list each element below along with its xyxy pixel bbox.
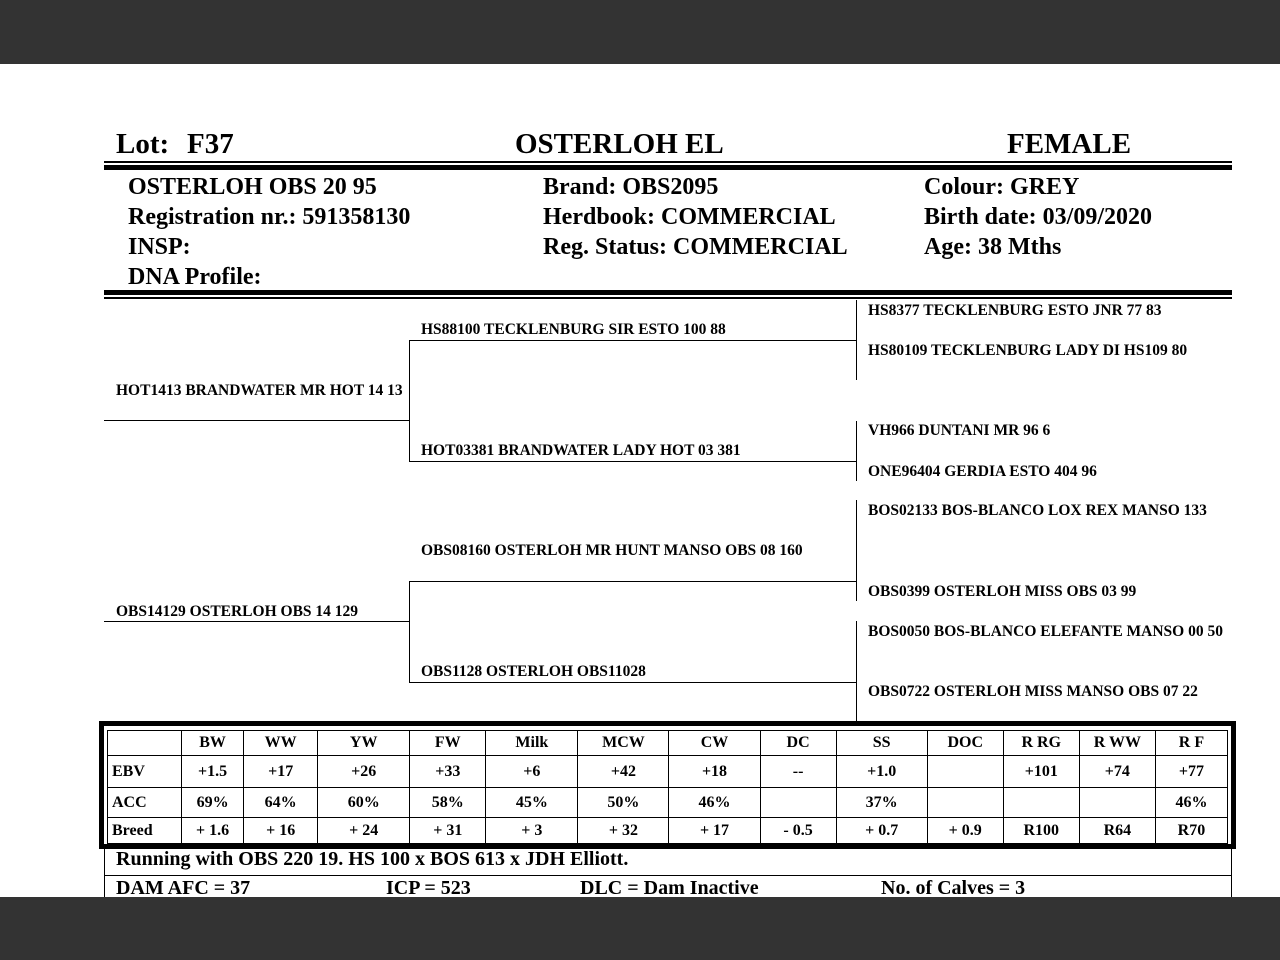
top-dark-bar	[0, 0, 1280, 64]
acc-cell	[760, 788, 836, 818]
sd-bracket	[856, 421, 857, 481]
breed-row-label: Breed	[108, 818, 182, 844]
acc-cell	[927, 788, 1003, 818]
sire-bracket	[409, 340, 410, 461]
ebv-col-header: FW	[410, 731, 486, 756]
ebv-cell: +1.5	[182, 756, 244, 788]
pedigree-ds-sire: BOS02133 BOS-BLANCO LOX REX MANSO 133	[868, 502, 1207, 519]
dam-sire-line	[409, 581, 856, 582]
pedigree-sire: HOT1413 BRANDWATER MR HOT 14 13	[116, 382, 403, 399]
acc-cell: 50%	[578, 788, 669, 818]
ebv-cell: +18	[669, 756, 760, 788]
ebv-cell: +17	[244, 756, 318, 788]
lot-number: F37	[187, 128, 234, 160]
info-rule-thin	[104, 297, 1232, 299]
breed-cell: - 0.5	[760, 818, 836, 844]
breed-cell: R100	[1003, 818, 1079, 844]
ebv-cell: --	[760, 756, 836, 788]
acc-cell: 46%	[669, 788, 760, 818]
ebv-col-header: MCW	[578, 731, 669, 756]
pedigree-sire-dam: HOT03381 BRANDWATER LADY HOT 03 381	[421, 442, 741, 459]
ebv-col-header: CW	[669, 731, 760, 756]
animal-info-right	[924, 172, 1152, 262]
pedigree-sd-dam: ONE96404 GERDIA ESTO 404 96	[868, 463, 1097, 480]
acc-cell: 46%	[1155, 788, 1227, 818]
ebv-cell: +101	[1003, 756, 1079, 788]
bottom-dark-bar	[0, 897, 1280, 960]
ebv-row-label: EBV	[108, 756, 182, 788]
ebv-col-header: R RG	[1003, 731, 1079, 756]
breed-row	[108, 818, 1228, 844]
acc-row-label: ACC	[108, 788, 182, 818]
dlc-status: DLC = Dam Inactive	[580, 877, 759, 897]
breed-cell: + 17	[669, 818, 760, 844]
pedigree-dd-sire: BOS0050 BOS-BLANCO ELEFANTE MANSO 00 50	[868, 623, 1223, 640]
ebv-col-header: DOC	[927, 731, 1003, 756]
ebv-cell: +1.0	[836, 756, 927, 788]
ebv-cell: +26	[318, 756, 410, 788]
animal-info-left	[128, 172, 410, 292]
pedigree-dam: OBS14129 OSTERLOH OBS 14 129	[116, 603, 359, 620]
ebv-cell: +33	[410, 756, 486, 788]
ebv-col-header: DC	[760, 731, 836, 756]
ebv-header-row	[108, 731, 1228, 756]
ebv-col-header: SS	[836, 731, 927, 756]
registration-number: Registration nr.: 591358130	[128, 204, 411, 230]
dam-line	[104, 621, 409, 622]
pedigree-dam-dam: OBS1128 OSTERLOH OBS11028	[421, 663, 646, 680]
ebv-col-header	[108, 731, 182, 756]
pedigree-sd-sire: VH966 DUNTANI MR 96 6	[868, 422, 1051, 439]
acc-cell: 64%	[244, 788, 318, 818]
animal-info-middle	[543, 172, 848, 262]
dam-afc: DAM AFC = 37	[116, 877, 251, 897]
insp-label: INSP:	[128, 234, 191, 260]
ebv-col-header: Milk	[486, 731, 578, 756]
pedigree-sire-sire: HS88100 TECKLENBURG SIR ESTO 100 88	[421, 321, 726, 338]
ebv-row	[108, 756, 1228, 788]
acc-row	[108, 788, 1228, 818]
ebv-col-header: R WW	[1079, 731, 1155, 756]
acc-cell: 69%	[182, 788, 244, 818]
acc-cell: 60%	[318, 788, 410, 818]
ebv-col-header: YW	[318, 731, 410, 756]
lot-label: Lot:	[116, 128, 170, 160]
ebv-cell: +42	[578, 756, 669, 788]
breeder-name: OSTERLOH EL	[515, 128, 724, 160]
breed-cell: R70	[1155, 818, 1227, 844]
dam-dam-line	[409, 682, 856, 683]
breed-cell: + 16	[244, 818, 318, 844]
pedigree-ss-sire: HS8377 TECKLENBURG ESTO JNR 77 83	[868, 302, 1162, 319]
info-rule-thick	[104, 290, 1232, 295]
dna-profile-label: DNA Profile:	[128, 264, 262, 290]
reg-status: Reg. Status: COMMERCIAL	[543, 234, 848, 260]
sire-dam-line	[409, 461, 856, 462]
acc-cell	[1079, 788, 1155, 818]
breed-cell: + 0.9	[927, 818, 1003, 844]
breed-cell: + 1.6	[182, 818, 244, 844]
ebv-col-header: R F	[1155, 731, 1227, 756]
catalogue-page	[0, 64, 1280, 897]
dam-bracket	[409, 581, 410, 682]
running-with-remark: Running with OBS 220 19. HS 100 x BOS 613 x JDH Elliott.	[116, 848, 629, 870]
breed-cell: + 31	[410, 818, 486, 844]
pedigree-ss-dam: HS80109 TECKLENBURG LADY DI HS109 80	[868, 342, 1188, 359]
breed-cell: R64	[1079, 818, 1155, 844]
number-of-calves: No. of Calves = 3	[881, 877, 1026, 897]
breed-cell: + 3	[486, 818, 578, 844]
ebv-cell: +77	[1155, 756, 1227, 788]
age: Age: 38 Mths	[924, 234, 1062, 260]
icp: ICP = 523	[386, 877, 471, 897]
ebv-col-header: WW	[244, 731, 318, 756]
breed-cell: + 32	[578, 818, 669, 844]
acc-cell: 45%	[486, 788, 578, 818]
brand: Brand: OBS2095	[543, 174, 719, 200]
header-rule-thick	[104, 165, 1232, 170]
sex-label: FEMALE	[1007, 128, 1132, 160]
colour: Colour: GREY	[924, 174, 1080, 200]
birth-date: Birth date: 03/09/2020	[924, 204, 1152, 230]
acc-cell: 58%	[410, 788, 486, 818]
dd-bracket	[856, 621, 857, 721]
remarks-divider	[105, 875, 1231, 876]
pedigree-dd-dam: OBS0722 OSTERLOH MISS MANSO OBS 07 22	[868, 683, 1198, 700]
ebv-cell	[927, 756, 1003, 788]
breed-cell: + 0.7	[836, 818, 927, 844]
breed-cell: + 24	[318, 818, 410, 844]
ss-bracket	[856, 300, 857, 380]
sire-sire-line	[409, 340, 856, 341]
sire-line	[104, 420, 409, 421]
acc-cell: 37%	[836, 788, 927, 818]
ds-bracket	[856, 500, 857, 601]
header-rule-thin	[104, 161, 1232, 163]
pedigree-dam-sire: OBS08160 OSTERLOH MR HUNT MANSO OBS 08 160	[421, 542, 803, 559]
ebv-table	[107, 730, 1228, 844]
animal-name: OSTERLOH OBS 20 95	[128, 174, 377, 200]
herdbook: Herdbook: COMMERCIAL	[543, 204, 836, 230]
ebv-cell: +6	[486, 756, 578, 788]
ebv-col-header: BW	[182, 731, 244, 756]
ebv-cell: +74	[1079, 756, 1155, 788]
pedigree-ds-dam: OBS0399 OSTERLOH MISS OBS 03 99	[868, 583, 1137, 600]
acc-cell	[1003, 788, 1079, 818]
